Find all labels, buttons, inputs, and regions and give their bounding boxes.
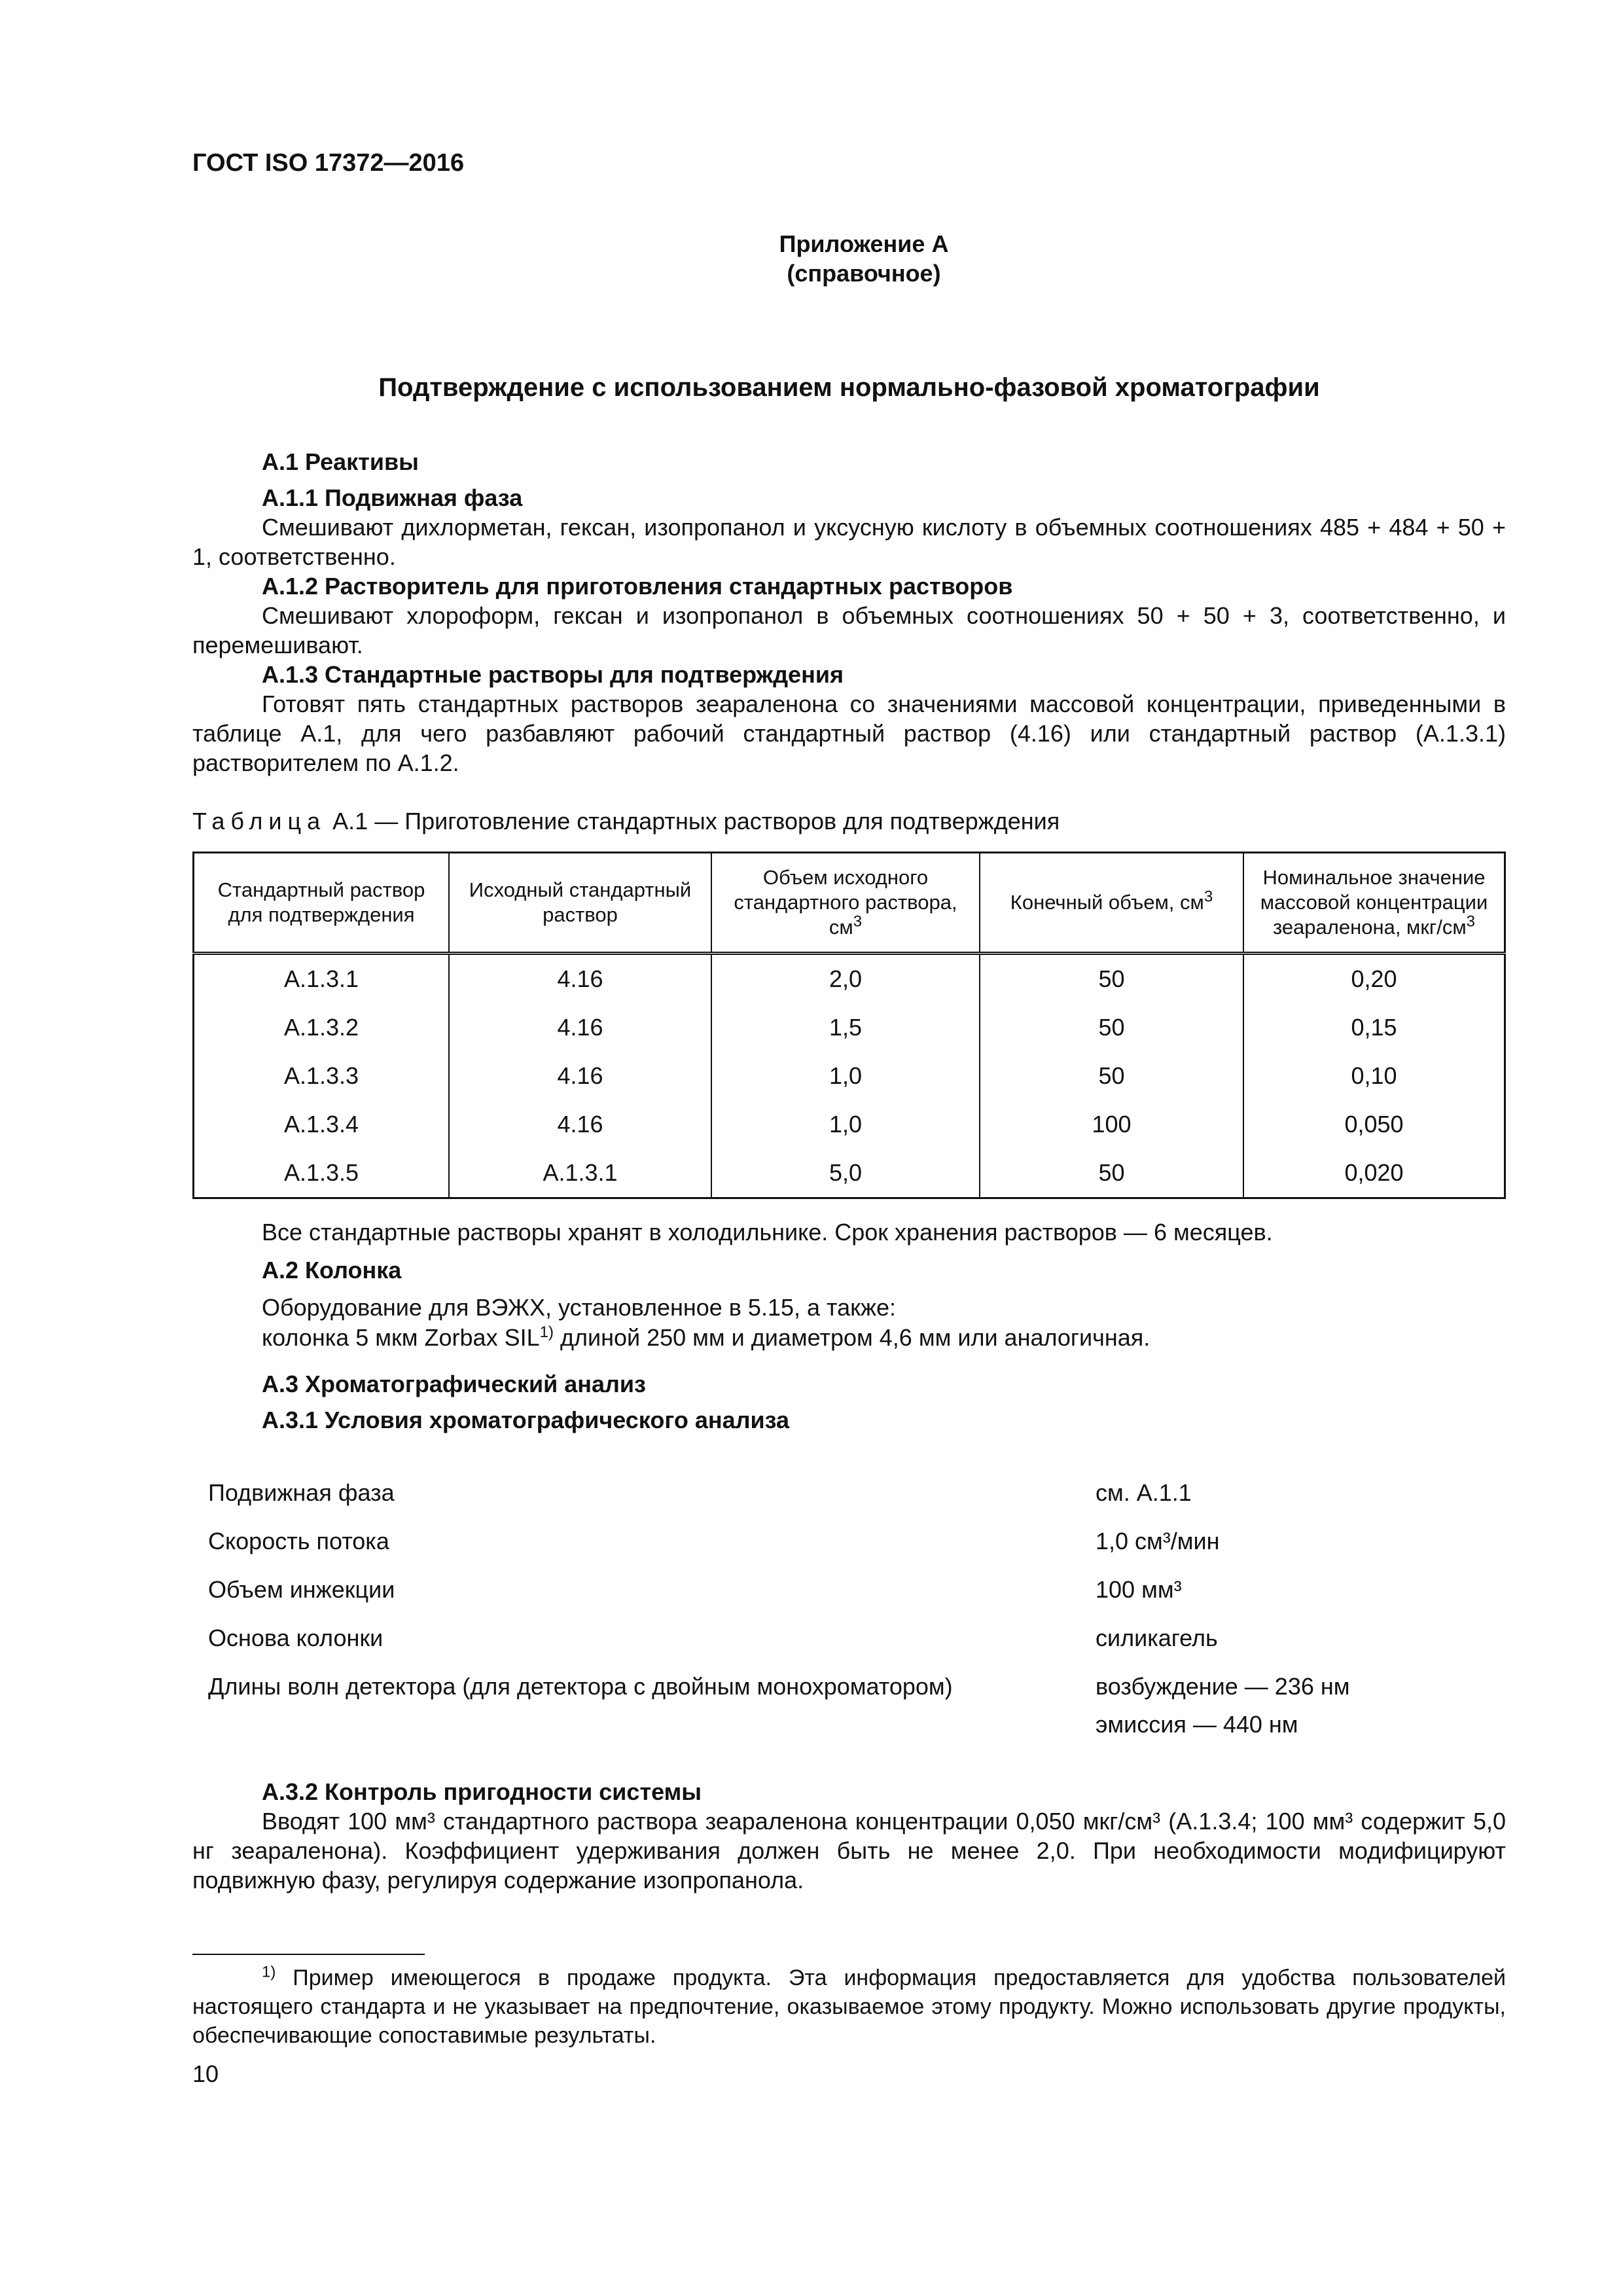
table-header-cell: Конечный объем, $см^3$ xyxy=(980,853,1243,954)
table-header-cell: Объем исходного стандартного раствора, $см^3$ xyxy=(711,853,980,954)
table-cell: 0,10 xyxy=(1243,1052,1505,1100)
section-a12-heading: А.1.2 Растворитель для приготовления стандартных растворов xyxy=(262,573,1013,600)
table-cell: 5,0 xyxy=(711,1149,980,1198)
table-cell: 0,050 xyxy=(1243,1100,1505,1149)
table-cell: 0,20 xyxy=(1243,954,1505,1004)
table-header-cell: Номинальное значение массовой концентрации зеараленона, мкг/$см^3$ xyxy=(1243,853,1505,954)
table-header-row xyxy=(194,853,1505,954)
table-caption-label: Таблица xyxy=(192,808,327,834)
document-header: ГОСТ ISO 17372—2016 xyxy=(192,149,465,177)
section-a31-heading: А.3.1 Условия хроматографического анализа xyxy=(262,1407,790,1433)
document-page: ГОСТ ISO 17372—2016 Приложение А (справочное) Подтверждение с использованием нормально-фазовой хроматографии А.1 Реактивы А.1.1 Подвижная фаза Смешивают дихлорметан, гексан, изопропанол и уксусную кислоту в объемных соотношениях 485 + 484 + 50 + 1, соответственно. А.1.2 Растворитель для приготовления стандартных растворов Смешивают хлороформ, гексан и изопропанол в объемных соотношениях 50 + 50 + 3, соответственно, и перемешивают. А.1.3 Стандартные растворы для подтверждения Готовят пять стандартных растворов зеараленона со значениями массовой концентрации, приведенными в таблице А.1, для чего разбавляют рабочий стандартный раствор (4.16) или стандартный раствор (А.1.3.1) растворителем по А.1.2. Таблица А.1 — Приготовление стандартных растворов для подтверждения Стандартный раствор для подтверждения Исходный стандартный раствор Объем исходного стандартного раствора, $см^3$ Конечный объем, $см^3$ Номинальное значение массовой концентрации зеараленона, мкг/$см^3$ А.1.3.1 4.16 2,0 50 0,20 А.1.3.2 4.16 1,5 50 0,15 А.1.3.3 4.16 1,0 50 0,10 А.1.3.4 4.16 1,0 100 0,050 А.1.3.5 А.1.3.1 5,0 50 0,020 Все стандартные растворы хранят в холодильнике. Срок хранения растворов — 6 месяцев. А.2 Колонка Оборудование для ВЭЖХ, установленное в 5.15, а также: колонка 5 мкм Zorbax SIL$^{1)}$ длиной 250 мм и диаметром 4,6 мм или аналогичная. А.3 Хроматографический анализ А.3.1 Условия хроматографического анализа Подвижная фаза см. А.1.1 Скорость потока 1,0 см³/мин Объем инжекции 100 мм³ Основа колонки силикагель Длины волн детектора (для детектора с двойным монохроматором) возбуждение — 236 нм эмиссия — 440 нм А.3.2 Контроль пригодности системы Вводят 100 мм³ стандартного раствора зеараленона концентрации 0,050 мкг/см³ (А.1.3.4; 100 мм³ содержит 5,0 нг зеараленона). Коэффициент удерживания должен быть не менее 2,0. При необходимости модифицируют подвижную фазу, регулируя содержание изопропанола. $^{1)}$ Пример имеющегося в продаже продукта. Эта информация предоставляется для удобства пользователей настоящего стандарта и не указывает на предпочтение, оказываемое этому продукту. Можно использовать другие продукты, обеспечивающие сопоставимые результаты. 10 xyxy=(192,149,1506,2087)
section-a13-text: Готовят пять стандартных растворов зеараленона со значениями массовой концентрации, приведенными в таблице А.1, для чего разбавляют рабочий стандартный раствор (4.16) или стандартный раствор (А.1.3.1) растворителем по А.1.2. xyxy=(192,691,1506,776)
footnote-text: $^{1)}$ Пример имеющегося в продаже продукта. Эта информация предоставляется для удобства пользователей настоящего стандарта и не указывает на предпочтение, оказываемое этому продукту. Можно использовать другие продукты, обеспечивающие сопоставимые результаты. xyxy=(192,1963,1506,2048)
section-a2-heading: А.2 Колонка xyxy=(262,1257,402,1283)
table-caption xyxy=(192,806,1060,836)
table-header-cell: Стандартный раствор для подтверждения xyxy=(194,853,450,954)
table-cell: 50 xyxy=(980,1003,1243,1052)
section-a32-heading: А.3.2 Контроль пригодности системы xyxy=(262,1778,702,1805)
table-cell: А.1.3.3 xyxy=(194,1052,450,1100)
table-cell: 1,5 xyxy=(711,1003,980,1052)
section-a11-text: Смешивают дихлорметан, гексан, изопропанол и уксусную кислоту в объемных соотношениях 485 + 484 + 50 + 1, соответственно. xyxy=(192,514,1506,570)
table-row xyxy=(194,1100,1505,1149)
section-a2-line2: колонка 5 мкм Zorbax SIL$^{1)}$ длиной 250 мм и диаметром 4,6 мм или аналогичная. xyxy=(262,1323,1150,1351)
table-cell: А.1.3.1 xyxy=(194,954,450,1004)
table-cell: 4.16 xyxy=(449,954,711,1004)
section-a2-line1: Оборудование для ВЭЖХ, установленное в 5.15, а также: xyxy=(262,1294,896,1321)
page-number: 10 xyxy=(192,2060,219,2087)
footnote-divider xyxy=(192,1954,425,1955)
table-caption-text: А.1 — Приготовление стандартных растворов для подтверждения xyxy=(326,808,1060,834)
section-a12-text: Смешивают хлороформ, гексан и изопропанол в объемных соотношениях 50 + 50 + 3, соответственно, и перемешивают. xyxy=(192,602,1506,658)
main-title: Подтверждение с использованием нормально-фазовой хроматографии xyxy=(378,373,1320,402)
table-cell: 2,0 xyxy=(711,954,980,1004)
section-a32-text: Вводят 100 мм³ стандартного раствора зеараленона концентрации 0,050 мкг/см³ (А.1.3.4; 100 мм³ содержит 5,0 нг зеараленона). Коэффициент удерживания должен быть не менее 2,0. При необходимости модифицируют подвижную фазу, регулируя содержание изопропанола. xyxy=(192,1808,1506,1893)
annex-type: (справочное) xyxy=(787,260,941,287)
table-cell: 0,020 xyxy=(1243,1149,1505,1198)
table-row xyxy=(194,1052,1505,1100)
section-a3-heading: А.3 Хроматографический анализ xyxy=(262,1371,646,1397)
table-cell: А.1.3.2 xyxy=(194,1003,450,1052)
table-cell: 4.16 xyxy=(449,1003,711,1052)
section-a13-heading: А.1.3 Стандартные растворы для подтверждения xyxy=(262,661,844,688)
storage-text: Все стандартные растворы хранят в холодильнике. Срок хранения растворов — 6 месяцев. xyxy=(262,1219,1273,1246)
table-cell: 0,15 xyxy=(1243,1003,1505,1052)
table-row xyxy=(194,1149,1505,1198)
table-cell: 50 xyxy=(980,954,1243,1004)
table-cell: 4.16 xyxy=(449,1100,711,1149)
table-row xyxy=(194,1003,1505,1052)
table-cell: А.1.3.5 xyxy=(194,1149,450,1198)
footnote-marker: 1) xyxy=(262,1963,276,1981)
table-cell: 1,0 xyxy=(711,1052,980,1100)
table-cell: 100 xyxy=(980,1100,1243,1149)
table-cell: А.1.3.4 xyxy=(194,1100,450,1149)
table-cell: 4.16 xyxy=(449,1052,711,1100)
annex-title: Приложение А xyxy=(779,230,949,257)
table-row xyxy=(194,954,1505,1004)
section-a11-heading: А.1.1 Подвижная фаза xyxy=(262,484,523,511)
table-cell: 50 xyxy=(980,1149,1243,1198)
table-cell: 1,0 xyxy=(711,1100,980,1149)
table-header-cell: Исходный стандартный раствор xyxy=(449,853,711,954)
footnote-ref: 1) xyxy=(539,1323,554,1341)
table-cell: 50 xyxy=(980,1052,1243,1100)
section-a1-heading: А.1 Реактивы xyxy=(262,448,419,475)
table-cell: А.1.3.1 xyxy=(449,1149,711,1198)
standards-table xyxy=(192,852,1506,1199)
